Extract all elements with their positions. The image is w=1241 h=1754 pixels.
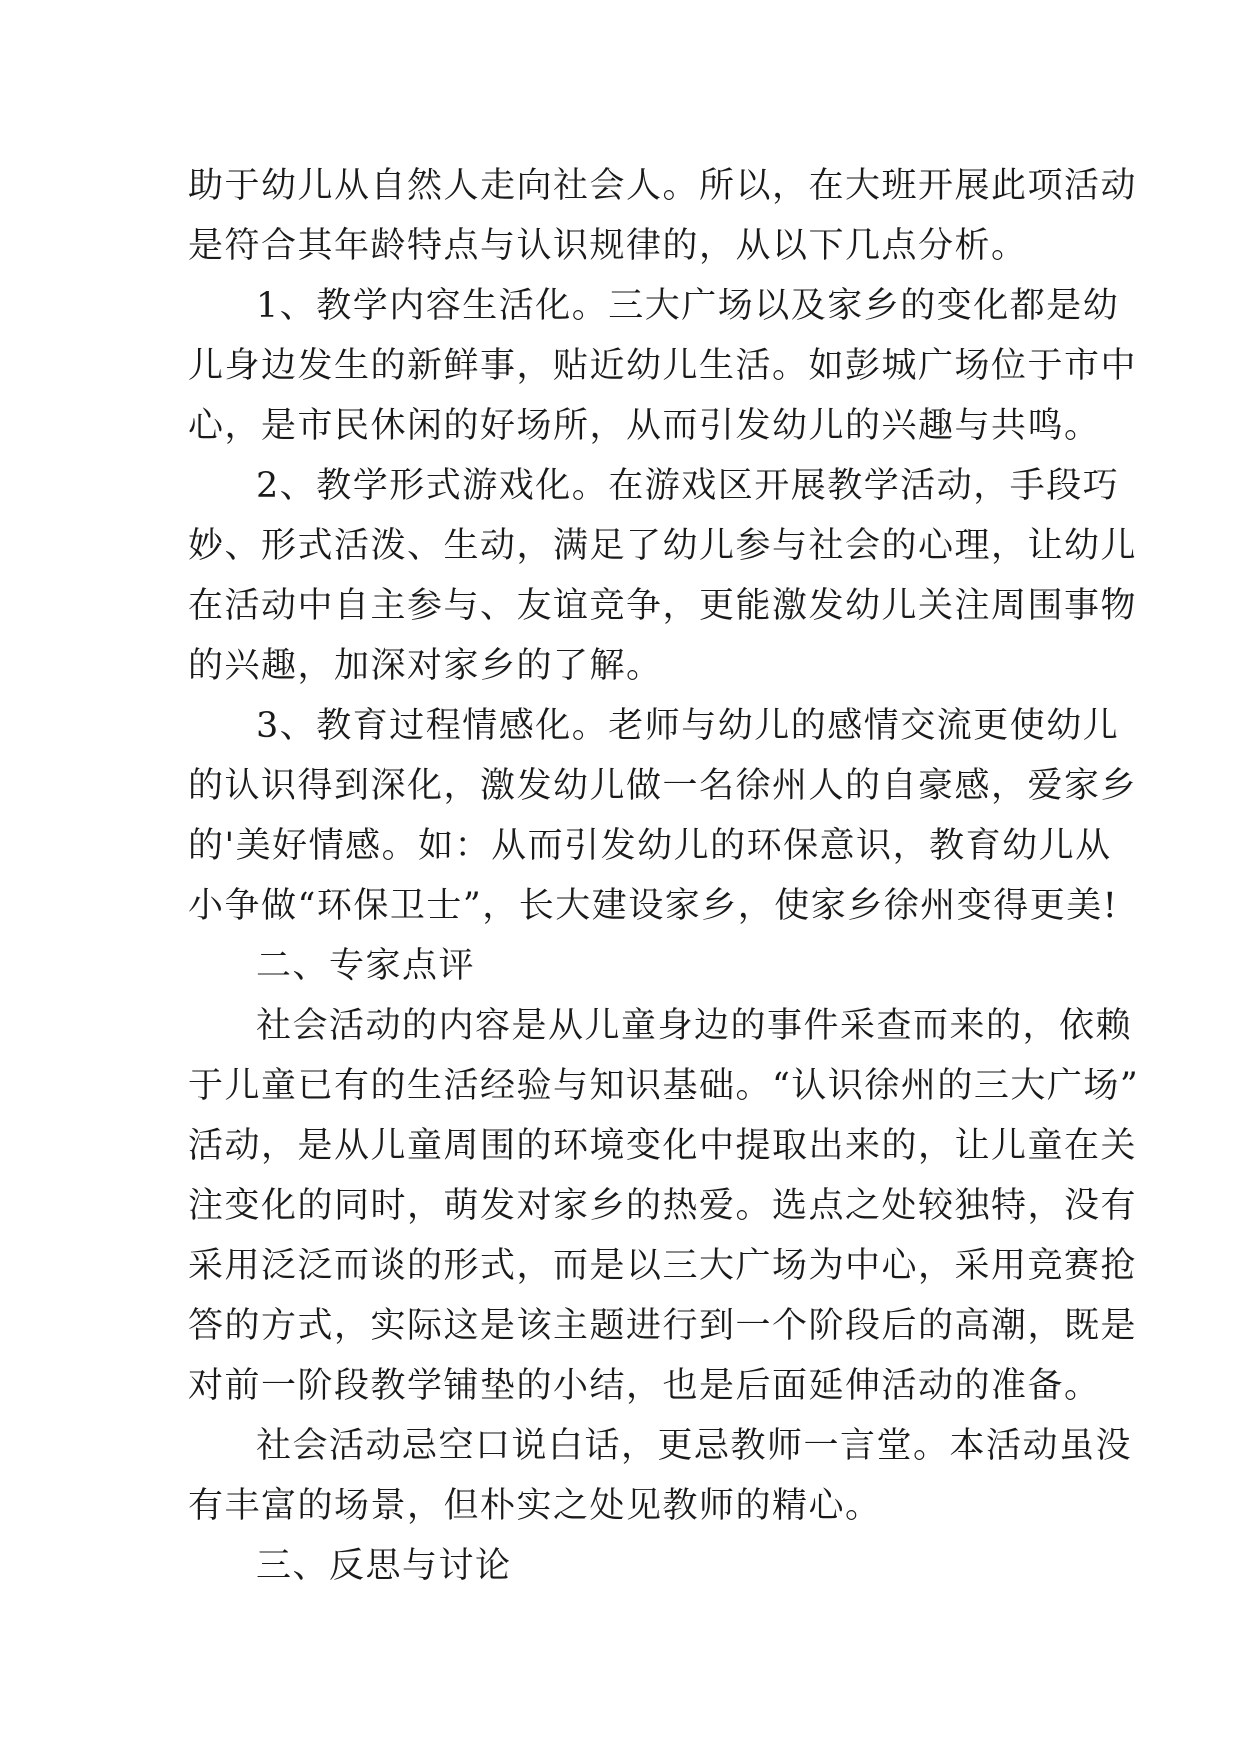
text-line: 社会活动的内容是从儿童身边的事件采查而来的，依赖 <box>256 1006 1133 1046</box>
text-line: 于儿童已有的生活经验与知识基础。“认识徐州的三大广场” <box>188 1066 1140 1106</box>
text-line: 的'美好情感。如：从而引发幼儿的环保意识，教育幼儿从 <box>188 826 1112 866</box>
text-line: 小争做“环保卫士”，长大建设家乡，使家乡徐州变得更美! <box>188 886 1119 926</box>
text-line: 答的方式，实际这是该主题进行到一个阶段后的高潮，既是 <box>188 1306 1138 1346</box>
text-line: 有丰富的场景，但朴实之处见教师的精心。 <box>188 1486 882 1526</box>
text-line: 采用泛泛而谈的形式，而是以三大广场为中心，采用竞赛抢 <box>188 1246 1138 1286</box>
text-line: 对前一阶段教学铺垫的小结，也是后面延伸活动的准备。 <box>188 1366 1101 1406</box>
text-line: 儿身边发生的新鲜事，贴近幼儿生活。如彭城广场位于市中 <box>188 346 1138 386</box>
text-line: 活动，是从儿童周围的环境变化中提取出来的，让儿童在关 <box>188 1126 1138 1166</box>
section-heading: 二、专家点评 <box>256 946 476 986</box>
section-heading: 三、反思与讨论 <box>256 1546 512 1586</box>
text-line: 1、教学内容生活化。三大广场以及家乡的变化都是幼 <box>256 286 1120 326</box>
text-line: 的认识得到深化，激发幼儿做一名徐州人的自豪感，爱家乡 <box>188 766 1138 806</box>
text-line: 助于幼儿从自然人走向社会人。所以，在大班开展此项活动 <box>188 166 1138 206</box>
text-line: 2、教学形式游戏化。在游戏区开展教学活动，手段巧 <box>256 466 1120 506</box>
text-line: 在活动中自主参与、友谊竞争，更能激发幼儿关注周围事物 <box>188 586 1138 626</box>
text-line: 注变化的同时，萌发对家乡的热爱。选点之处较独特，没有 <box>188 1186 1138 1226</box>
text-line: 社会活动忌空口说白话，更忌教师一言堂。本活动虽没 <box>256 1426 1133 1466</box>
text-line: 是符合其年龄特点与认识规律的，从以下几点分析。 <box>188 226 1028 266</box>
text-line: 的兴趣，加深对家乡的了解。 <box>188 646 663 686</box>
text-line: 心，是市民休闲的好场所，从而引发幼儿的兴趣与共鸣。 <box>188 406 1101 446</box>
text-line: 3、教育过程情感化。老师与幼儿的感情交流更使幼儿 <box>256 706 1120 746</box>
text-line: 妙、形式活泼、生动，满足了幼儿参与社会的心理，让幼儿 <box>188 526 1138 566</box>
